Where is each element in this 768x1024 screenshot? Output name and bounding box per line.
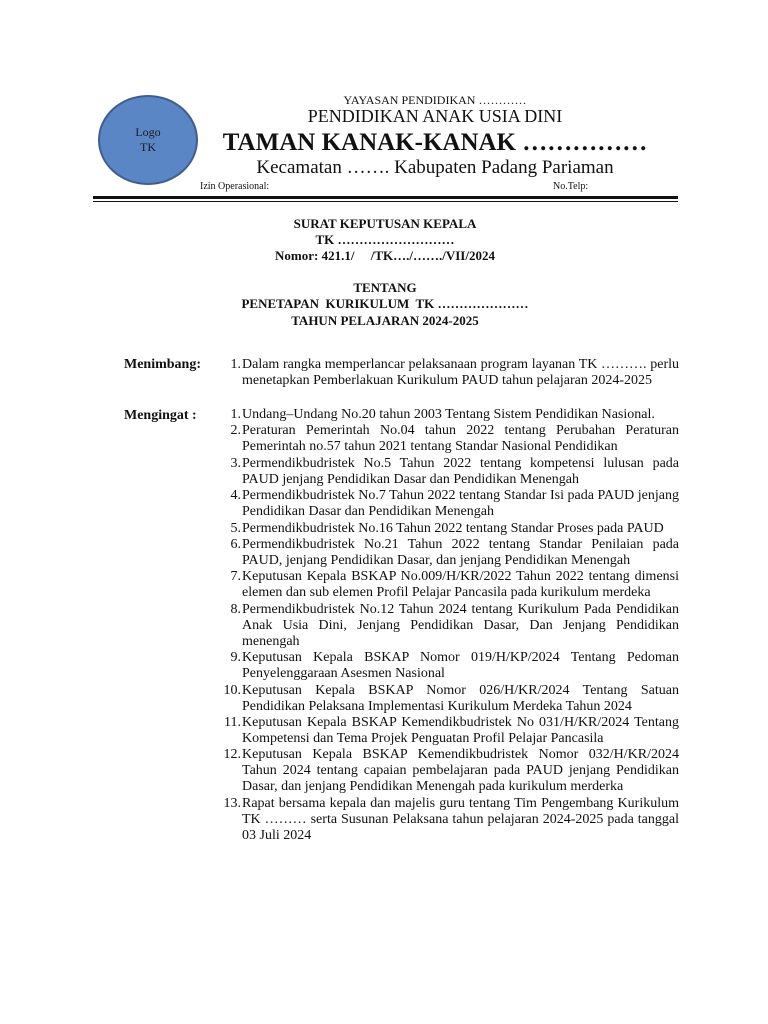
- header-paud: PENDIDIKAN ANAK USIA DINI: [307, 106, 563, 126]
- doc-tentang: TENTANG: [353, 280, 417, 295]
- item-text: Permendikbudristek No.16 Tahun 2022 tentang Standar Proses pada PAUD: [242, 520, 664, 536]
- item-text: Permendikbudristek No.21 Tahun 2022 tentang Standar Penilaian pada PAUD, jenjang Pendidikan Dasar, dan jenjang Pendidikan Menengah: [242, 536, 679, 568]
- item-text: Keputusan Kepala BSKAP Kemendikbudristek Nomor 032/H/KR/2024 Tahun 2024 tentang capaian pembelajaran pada PAUD jenjang Pendidikan Dasar, dan jenjang Pendidikan Menengah pada kurikulum merderka: [242, 747, 679, 795]
- item-number: 4.: [230, 488, 241, 504]
- item-number: 13.: [223, 795, 241, 811]
- item-number: 2.: [230, 423, 241, 439]
- item-number: 3.: [230, 455, 241, 471]
- item-number: 5.: [230, 520, 241, 536]
- mengingat-item: [205, 407, 679, 423]
- item-text: Undang–Undang No.20 tahun 2003 Tentang Sistem Pendidikan Nasional.: [242, 407, 655, 422]
- item-text: Permendikbudristek No.5 Tahun 2022 tentang kompetensi lulusan pada PAUD jenjang Pendidikan Dasar dan Pendidikan Menengah: [242, 455, 679, 487]
- header-kecamatan: Kecamatan ……. Kabupaten Padang Pariaman: [256, 157, 614, 178]
- item-number: 1.: [230, 357, 241, 372]
- mengingat-item: [205, 747, 679, 795]
- doc-title: SURAT KEPUTUSAN KEPALA: [293, 216, 477, 231]
- item-number: 11.: [224, 714, 241, 730]
- item-number: 9.: [230, 650, 241, 666]
- item-number: 8.: [230, 601, 241, 617]
- mengingat-item: [205, 650, 679, 682]
- mengingat-item: [205, 456, 679, 488]
- mengingat-item: [205, 602, 679, 650]
- item-number: 12.: [223, 747, 241, 763]
- item-text: Permendikbudristek No.12 Tahun 2024 tentang Kurikulum Pada Pendidikan Anak Usia Dini, Jenjang Pendidikan Dasar, Dan Jenjang Pendidikan menengah: [242, 601, 679, 649]
- item-text: Keputusan Kepala BSKAP No.009/H/KR/2022 Tahun 2022 tentang dimensi elemen dan sub elemen Profil Pelajar Pancasila pada kurikulum merdeka: [242, 569, 679, 601]
- doc-number: Nomor: 421.1/ /TK…./……./VII/2024: [275, 248, 495, 263]
- item-text: Keputusan Kepala BSKAP Kemendikbudristek No 031/H/KR/2024 Tentang Kompetensi dan Tema Projek Penguatan Profil Pelajar Pancasila: [242, 714, 679, 746]
- header-tk-name: TAMAN KANAK-KANAK ……………: [222, 129, 648, 156]
- mengingat-item: [205, 423, 679, 455]
- mengingat-item: [205, 796, 679, 844]
- item-number: 6.: [230, 536, 241, 552]
- mengingat-item: [205, 521, 679, 537]
- mengingat-item: [205, 683, 679, 715]
- doc-title-tk: TK ………………………: [315, 232, 455, 247]
- header-yayasan: YAYASAN PENDIDIKAN …………: [343, 93, 527, 107]
- mengingat-item: [205, 715, 679, 747]
- item-text: Keputusan Kepala BSKAP Nomor 019/H/KP/2024 Tentang Pedoman Penyelenggaraan Asesmen Nasional: [242, 650, 679, 682]
- item-number: 1.: [230, 407, 241, 422]
- mengingat-item: [205, 537, 679, 569]
- item-text: Permendikbudristek No.7 Tahun 2022 tentang Standar Isi pada PAUD jenjang Pendidikan Dasar dan Pendidikan Menengah: [242, 488, 679, 520]
- mengingat-list: [205, 407, 679, 844]
- doc-year: TAHUN PELAJARAN 2024-2025: [291, 313, 479, 328]
- mengingat-item: [205, 488, 679, 520]
- item-text: Rapat bersama kepala dan majelis guru tentang Tim Pengembang Kurikulum TK ……… serta Susunan Pelaksana tahun pelajaran 2024-2025 pada tanggal 03 Juli 2024: [242, 795, 679, 843]
- menimbang-list: [205, 357, 679, 389]
- item-text: Keputusan Kepala BSKAP Nomor 026/H/KR/2024 Tentang Satuan Pendidikan Pelaksana Implementasi Kurikulum Merdeka Tahun 2024: [242, 682, 679, 714]
- header-divider-thin: [93, 201, 678, 202]
- logo-label: Logo TK: [135, 125, 161, 154]
- item-text: Dalam rangka memperlancar pelaksanaan program layanan TK ………. perlu menetapkan Pemberlakuan Kurikulum PAUD tahun pelajaran 2024-2025: [242, 357, 679, 388]
- item-number: 10.: [223, 682, 241, 698]
- header-izin: Izin Operasional:: [200, 181, 270, 192]
- item-number: 7.: [230, 569, 241, 585]
- mengingat-label: Mengingat :: [124, 408, 197, 423]
- item-text: Peraturan Pemerintah No.04 tahun 2022 tentang Perubahan Peraturan Pemerintah no.57 tahun 2021 tentang Standar Nasional Pendidikan: [242, 423, 679, 455]
- doc-subject: PENETAPAN KURIKULUM TK …………………: [241, 296, 529, 311]
- menimbang-label: Menimbang:: [124, 357, 201, 372]
- menimbang-item: [205, 357, 679, 389]
- mengingat-item: [205, 569, 679, 601]
- header-telp: No.Telp:: [553, 181, 589, 192]
- header-divider-thick: [93, 196, 678, 199]
